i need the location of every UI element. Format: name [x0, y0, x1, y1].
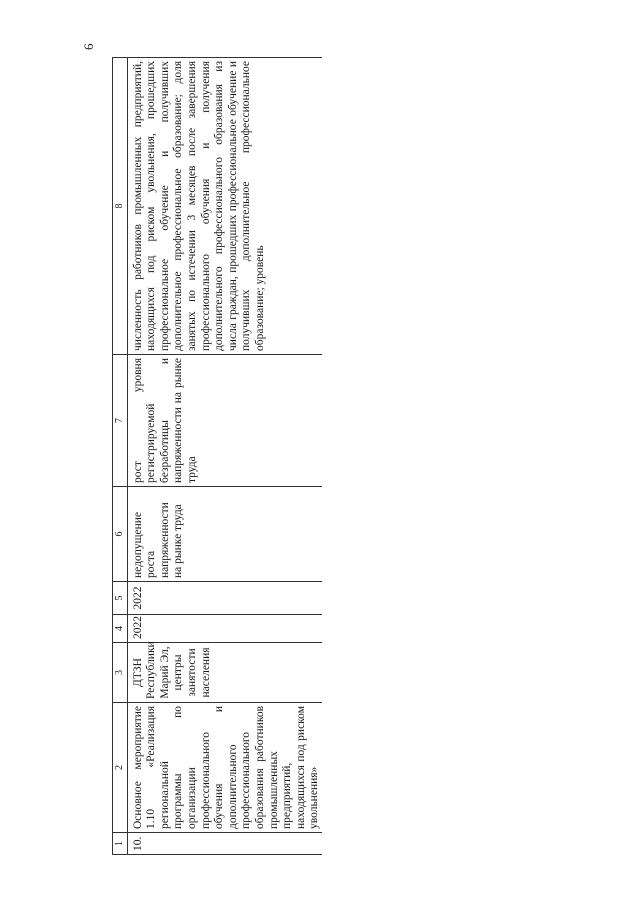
column-header-3: 3 [113, 643, 128, 703]
page-number: 6 [81, 43, 96, 50]
year-end: 2022 [127, 582, 322, 615]
executor-line: населения [199, 647, 212, 698]
column-header-6: 6 [113, 487, 128, 582]
table-row [127, 58, 322, 855]
column-header-2: 2 [113, 703, 128, 833]
executor-line: занятости [185, 648, 198, 697]
executor-line: Республики [145, 641, 158, 699]
consequences: рост уровня регистрируемой безработицы и напряженности на рынке труда [127, 355, 322, 487]
column-header-1: 1 [113, 833, 128, 855]
column-header-5: 5 [113, 582, 128, 615]
column-number-row [113, 58, 128, 855]
measures-table [112, 57, 322, 855]
executor [127, 643, 322, 703]
year-start: 2022 [127, 615, 322, 643]
rotated-table-container [112, 58, 532, 855]
indicators: численность работников промышленных предприятий, находящихся под риском увольнения, прошедших профессиональное обучение и получивших дополнительное профессиональное образование; доля занятых по истечении 3 месяцев после завершения профессионального обучения и получения дополнительного профессионального образования из числа граждан, прошедших профессиональное обучение и получивших дополнительное профессиональное образование; уровень [127, 58, 322, 355]
column-header-8: 8 [113, 58, 128, 355]
activity-name: Основное мероприятие 1.10 «Реализация региональной программы по организации профессионального обучения и дополнительного профессионального образования работников промышленных предприятий, находящихся под риском увольнения» [127, 703, 322, 833]
executor-line: ДТЗН [131, 658, 144, 687]
expected-result: недопущение роста напряженности на рынке труда [127, 487, 322, 582]
executor-line: Марий Эл, [158, 646, 171, 699]
executor-line: центры [172, 654, 185, 691]
column-header-7: 7 [113, 355, 128, 487]
column-header-4: 4 [113, 615, 128, 643]
row-number: 10. [127, 833, 322, 855]
